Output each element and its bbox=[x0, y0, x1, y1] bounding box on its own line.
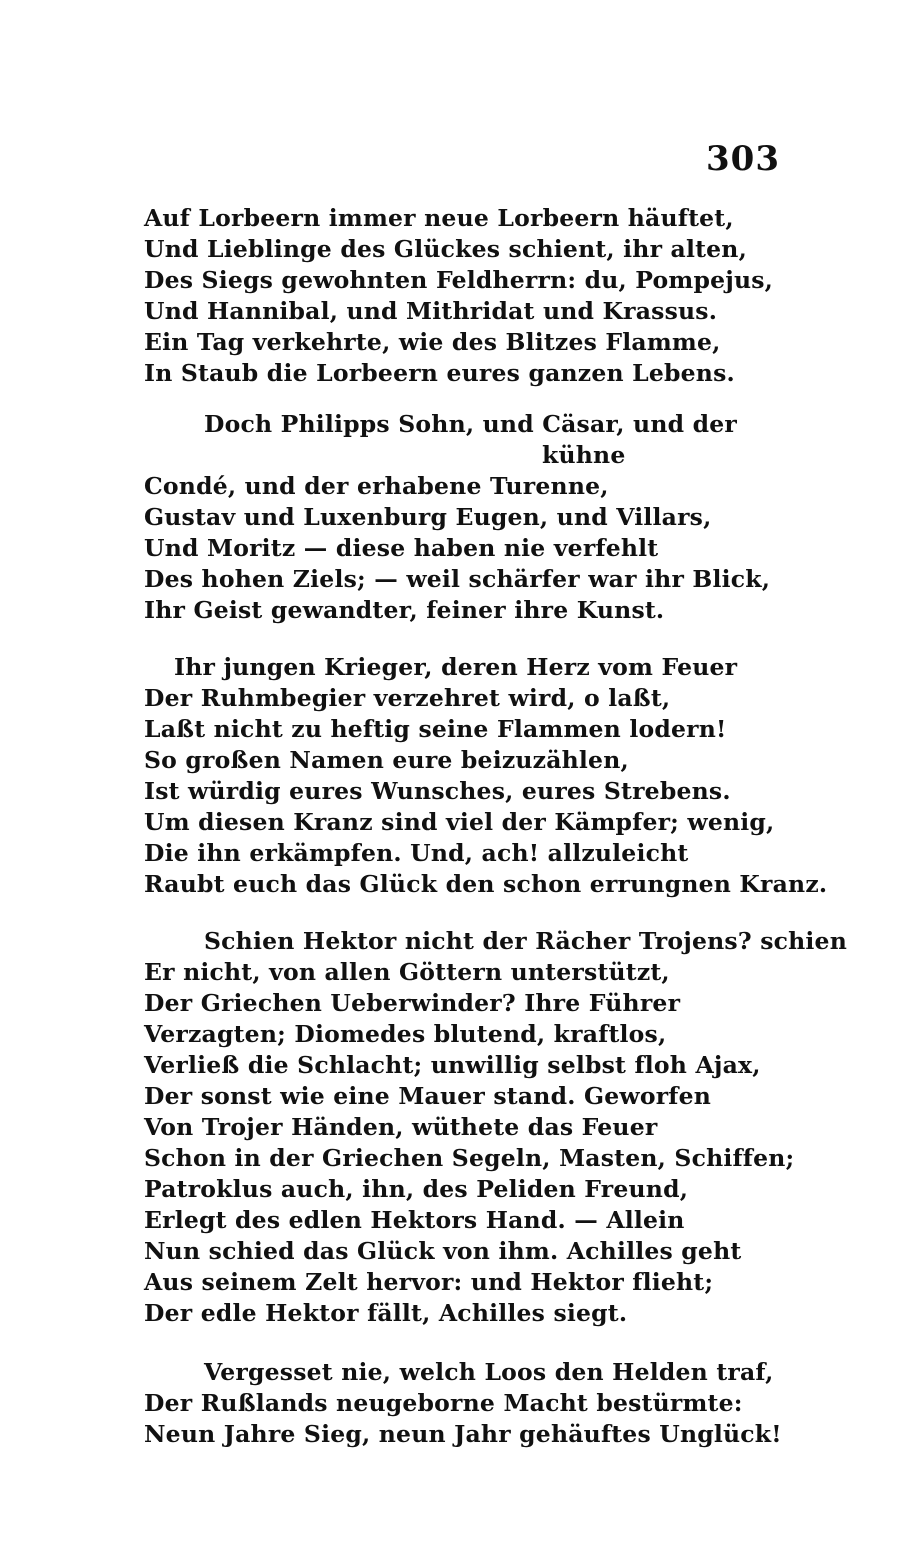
poem-line: Verzagten; Diomedes blutend, kraftlos, bbox=[144, 1020, 667, 1048]
poem-line: Erlegt des edlen Hektors Hand. — Allein bbox=[144, 1206, 685, 1234]
poem-line: Ihr jungen Krieger, deren Herz vom Feuer bbox=[174, 653, 738, 681]
poem-line: Vergesset nie, welch Loos den Helden traf, bbox=[204, 1358, 774, 1386]
poem-line: Von Trojer Händen, wüthete das Feuer bbox=[144, 1113, 658, 1141]
poem-line: Ihr Geist gewandter, feiner ihre Kunst. bbox=[144, 596, 665, 624]
poem-line: Des hohen Ziels; — weil schärfer war ihr Blick, bbox=[144, 565, 771, 593]
poem-line: Und Hannibal, und Mithridat und Krassus. bbox=[144, 297, 718, 325]
poem-line: Condé, und der erhabene Turenne, bbox=[144, 472, 609, 500]
poem-line-turnover: kühne bbox=[542, 441, 626, 469]
stanza-2 bbox=[144, 409, 784, 626]
poem-line: In Staub die Lorbeern eures ganzen Lebens. bbox=[144, 359, 735, 387]
poem-line: Ein Tag verkehrte, wie des Blitzes Flamme, bbox=[144, 328, 721, 356]
poem-line: Die ihn erkämpfen. Und, ach! allzuleicht bbox=[144, 839, 689, 867]
poem-line: Und Lieblinge des Glückes schient, ihr alten, bbox=[144, 235, 747, 263]
poem-line: Schien Hektor nicht der Rächer Trojens? schien bbox=[204, 927, 847, 955]
poem-line: Und Moritz — diese haben nie verfehlt bbox=[144, 534, 659, 562]
poem-line: Der Ruhmbegier verzehret wird, o laßt, bbox=[144, 684, 671, 712]
stanza-5 bbox=[144, 1357, 784, 1450]
poem-line: Neun Jahre Sieg, neun Jahr gehäuftes Unglück! bbox=[144, 1420, 782, 1448]
poem-line: Laßt nicht zu heftig seine Flammen lodern! bbox=[144, 715, 727, 743]
poem-line: Verließ die Schlacht; unwillig selbst floh Ajax, bbox=[144, 1051, 761, 1079]
poem-line: Der Rußlands neugeborne Macht bestürmte: bbox=[144, 1389, 743, 1417]
poem-line: Gustav und Luxenburg Eugen, und Villars, bbox=[144, 503, 712, 531]
poem-line: Der sonst wie eine Mauer stand. Geworfen bbox=[144, 1082, 712, 1110]
poem-line: Patroklus auch, ihn, des Peliden Freund, bbox=[144, 1175, 689, 1203]
poem-line: Der edle Hektor fällt, Achilles siegt. bbox=[144, 1299, 628, 1327]
poem-text bbox=[144, 203, 847, 1450]
poem-line: Doch Philipps Sohn, und Cäsar, und der bbox=[204, 410, 737, 438]
stanza-3 bbox=[144, 652, 828, 900]
poem-line: Auf Lorbeern immer neue Lorbeern häuftet, bbox=[144, 204, 734, 232]
stanza-4 bbox=[144, 926, 847, 1329]
stanza-1 bbox=[144, 203, 784, 389]
poem-line: Aus seinem Zelt hervor: und Hektor flieht; bbox=[144, 1268, 714, 1296]
poem-line: Um diesen Kranz sind viel der Kämpfer; wenig, bbox=[144, 808, 775, 836]
poem-line: Raubt euch das Glück den schon errungnen Kranz. bbox=[144, 870, 828, 898]
poem-line: Des Siegs gewohnten Feldherrn: du, Pompejus, bbox=[144, 266, 774, 294]
page-number: 303 bbox=[706, 139, 780, 179]
poem-line: Schon in der Griechen Segeln, Masten, Schiffen; bbox=[144, 1144, 795, 1172]
poem-line: So großen Namen eure beizuzählen, bbox=[144, 746, 629, 774]
poem-line: Nun schied das Glück von ihm. Achilles geht bbox=[144, 1237, 742, 1265]
poem-line: Er nicht, von allen Göttern unterstützt, bbox=[144, 958, 670, 986]
poem-line: Der Griechen Ueberwinder? Ihre Führer bbox=[144, 989, 681, 1017]
poem-line: Ist würdig eures Wunsches, eures Strebens. bbox=[144, 777, 731, 805]
